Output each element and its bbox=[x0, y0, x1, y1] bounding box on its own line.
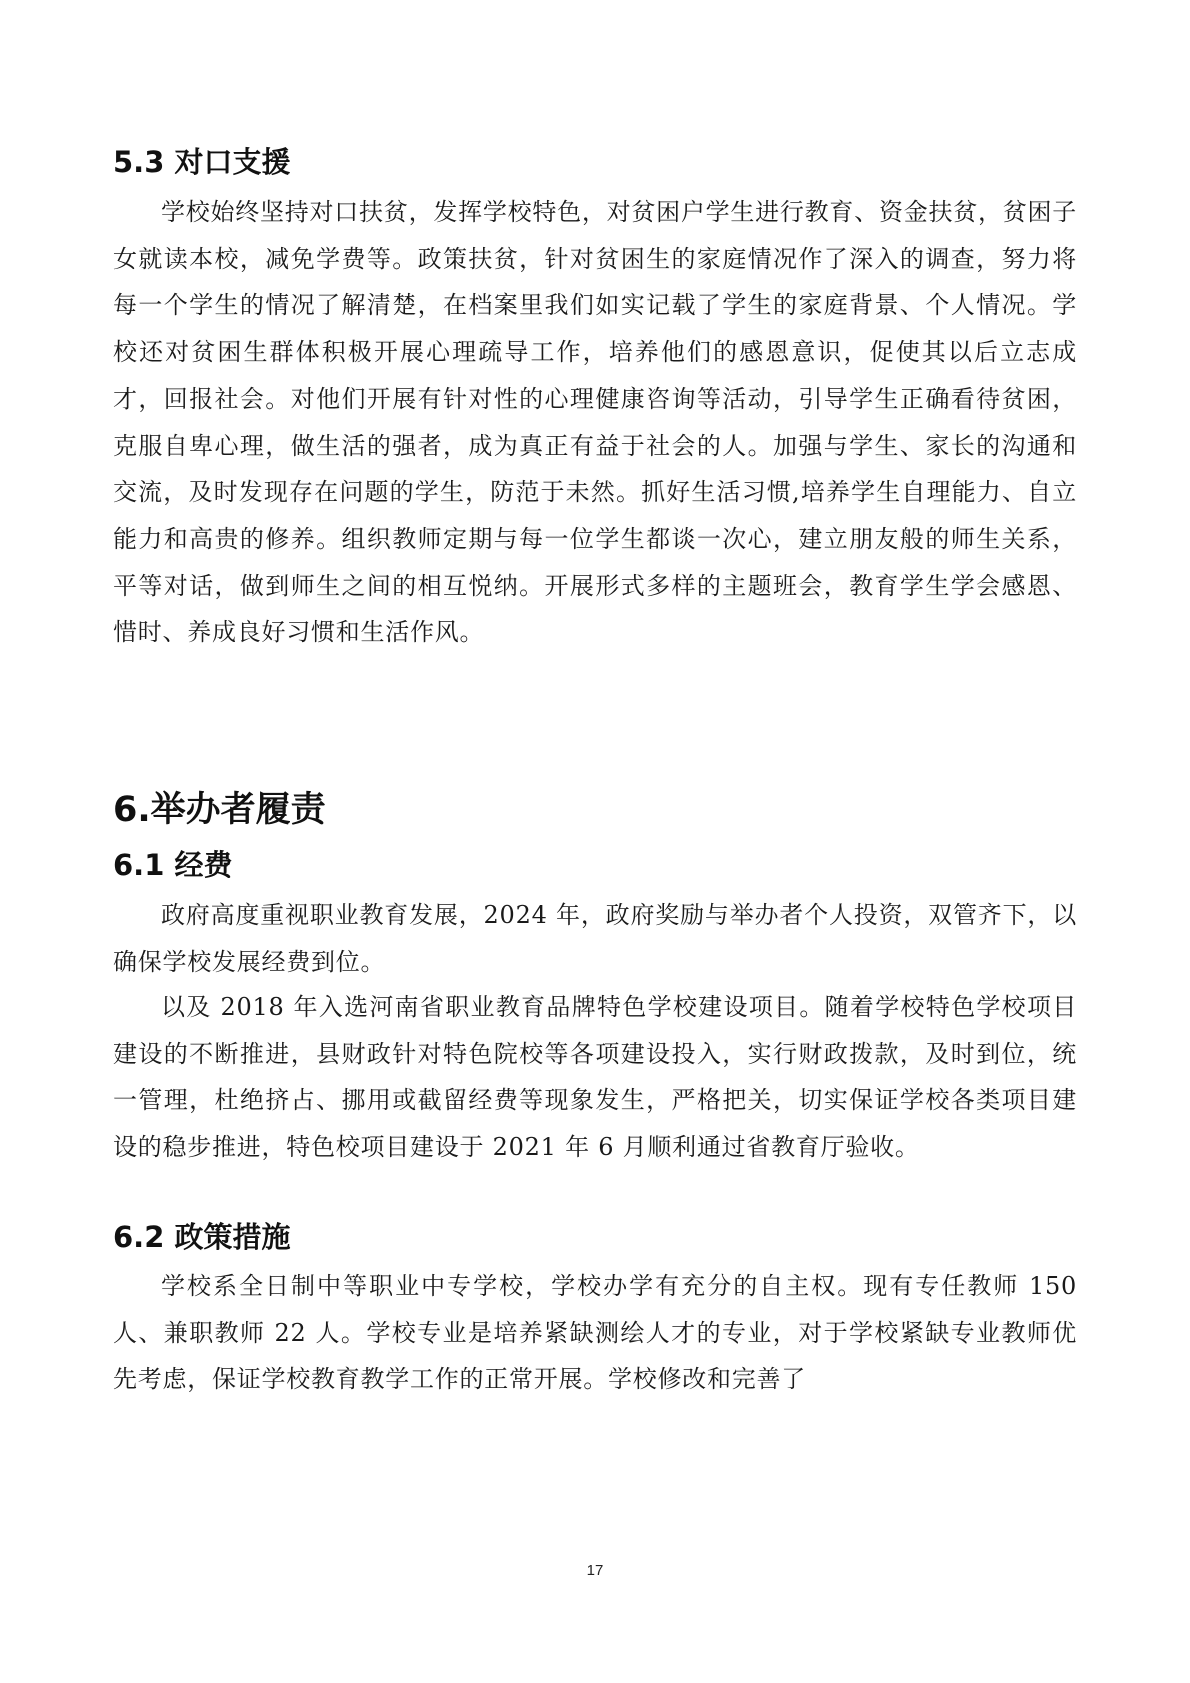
section-heading-6-2: 6.2 政策措施 bbox=[113, 1220, 291, 1254]
paragraph-support: 学校始终坚持对口扶贫，发挥学校特色，对贫困户学生进行教育、资金扶贫，贫困子女就读本校，减免学费等。政策扶贫，针对贫困生的家庭情况作了深入的调查，努力将每一个学生的情况了解清楚，在档案里我们如实记载了学生的家庭背景、个人情况。学校还对贫困生群体积极开展心理疏导工作，培养他们的感恩意识，促使其以后立志成才，回报社会。对他们开展有针对性的心理健康咨询等活动，引导学生正确看待贫困，克服自卑心理，做生活的强者，成为真正有益于社会的人。加强与学生、家长的沟通和交流，及时发现存在问题的学生，防范于未然。抓好生活习惯,培养学生自理能力、自立能力和高贵的修养。组织教师定期与每一位学生都谈一次心，建立朋友般的师生关系，平等对话，做到师生之间的相互悦纳。开展形式多样的主题班会，教育学生学会感恩、惜时、养成良好习惯和生活作风。 bbox=[113, 198, 1077, 647]
paragraph-funding-2: 以及 2018 年入选河南省职业教育品牌特色学校建设项目。随着学校特色学校项目建设的不断推进，县财政针对特色院校等各项建设投入，实行财政拨款，及时到位，统一管理，杜绝挤占、挪用或截留经费等现象发生，严格把关，切实保证学校各类项目建设的稳步推进，特色校项目建设于 2021 年 6 月顺利通过省教育厅验收。 bbox=[113, 993, 1077, 1162]
page-number: 17 bbox=[586, 1562, 604, 1579]
paragraph-policy: 学校系全日制中等职业中专学校，学校办学有充分的自主权。现有专任教师 150 人、兼职教师 22 人。学校专业是培养紧缺测绘人才的专业，对于学校紧缺专业教师优先考虑，保证学校教育教学工作的正常开展。学校修改和完善了 bbox=[113, 1272, 1077, 1394]
section-heading-6-1: 6.1 经费 bbox=[113, 848, 233, 882]
paragraph-funding-1: 政府高度重视职业教育发展，2024 年，政府奖励与举办者个人投资，双管齐下，以确保学校发展经费到位。 bbox=[113, 901, 1077, 976]
chapter-heading-6: 6.举办者履责 bbox=[113, 790, 326, 830]
section-heading-5-3: 5.3 对口支援 bbox=[113, 145, 291, 179]
